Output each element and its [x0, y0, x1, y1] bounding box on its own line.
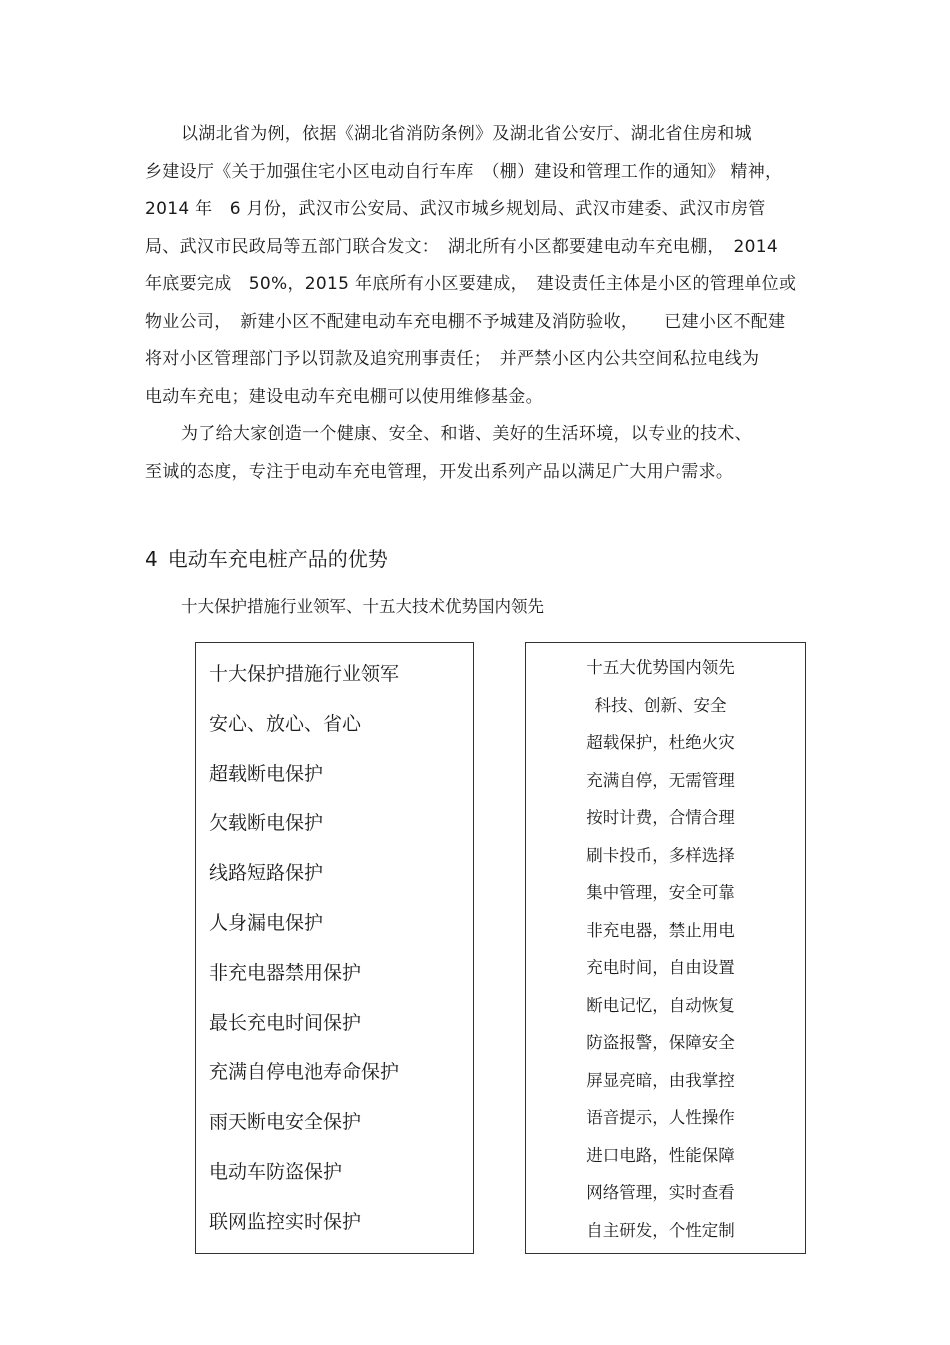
list-item: 最长充电时间保护 — [209, 1011, 362, 1034]
protection-measures-box — [195, 642, 474, 1254]
section-number: 4 — [145, 547, 158, 571]
list-item: 充电时间，自由设置 — [586, 958, 735, 977]
list-item: 超载保护，杜绝火灾 — [586, 733, 735, 752]
list-item: 十大保护措施行业领军 — [209, 663, 400, 685]
list-item: 十五大优势国内领先 — [586, 658, 735, 677]
list-item: 自主研发，个性定制 — [586, 1220, 735, 1240]
section-heading — [145, 542, 388, 576]
list-item: 断电记忆，自动恢复 — [586, 995, 735, 1015]
list-item: 非充电器禁用保护 — [209, 961, 362, 984]
list-item: 集中管理，安全可靠 — [586, 883, 735, 902]
text-line: 乡建设厅《关于加强住宅小区电动自行车库 （棚）建设和管理工作的通知》 精神， — [145, 161, 783, 182]
list-item: 欠载断电保护 — [209, 812, 324, 835]
list-item: 安心、放心、省心 — [209, 712, 362, 735]
text-line: 年底要完成 50%，2015 年底所有小区要建成， 建设责任主体是小区的管理单位或 — [145, 274, 797, 294]
list-item: 非充电器，禁止用电 — [586, 920, 735, 940]
technical-advantages-box — [525, 642, 806, 1254]
list-item: 线路短路保护 — [209, 862, 324, 885]
list-item: 刷卡投币，多样选择 — [586, 845, 735, 865]
list-item: 语音提示，人性操作 — [586, 1108, 735, 1127]
list-item: 电动车防盗保护 — [209, 1160, 343, 1183]
list-item: 联网监控实时保护 — [209, 1210, 362, 1233]
section-title: 电动车充电桩产品的优势 — [167, 547, 388, 571]
list-item: 网络管理，实时查看 — [586, 1183, 735, 1202]
paragraph-regulation — [145, 116, 815, 416]
list-item: 充满自停，无需管理 — [586, 770, 735, 790]
text-line: 物业公司， 新建小区不配建电动车充电棚不予城建及消防验收， 已建小区不配建 — [145, 311, 786, 332]
text-line: 至诚的态度，专注于电动车充电管理，开发出系列产品以满足广大用户需求。 — [145, 461, 734, 482]
list-item: 防盗报警，保障安全 — [586, 1033, 735, 1052]
section-subtitle: 十大保护措施行业领军、十五大技术优势国内领先 — [181, 597, 544, 616]
text-line: 2014 年 6 月份，武汉市公安局、武汉市城乡规划局、武汉市建委、武汉市房管 — [145, 199, 766, 219]
list-item: 屏显亮暗，由我掌控 — [586, 1070, 735, 1090]
text-line: 将对小区管理部门予以罚款及追究刑事责任； 并严禁小区内公共空间私拉电线为 — [145, 349, 760, 369]
list-item: 进口电路，性能保障 — [586, 1145, 735, 1165]
list-item: 超载断电保护 — [209, 762, 324, 785]
list-item: 人身漏电保护 — [209, 911, 324, 934]
text-line: 电动车充电；建设电动车充电棚可以使用维修基金。 — [145, 386, 543, 407]
paragraph-mission — [145, 416, 815, 491]
list-item: 科技、创新、安全 — [594, 695, 727, 715]
list-item: 雨天断电安全保护 — [209, 1111, 362, 1134]
text-line: 为了给大家创造一个健康、安全、和谐、美好的生活环境，以专业的技术、 — [181, 424, 752, 444]
text-line: 以湖北省为例，依据《湖北省消防条例》及湖北省公安厅、湖北省住房和城 — [181, 124, 752, 144]
list-item: 充满自停电池寿命保护 — [209, 1061, 400, 1084]
list-item: 按时计费，合情合理 — [586, 808, 735, 827]
text-line: 局、武汉市民政局等五部门联合发文： 湖北所有小区都要建电动车充电棚， 2014 — [145, 236, 778, 257]
